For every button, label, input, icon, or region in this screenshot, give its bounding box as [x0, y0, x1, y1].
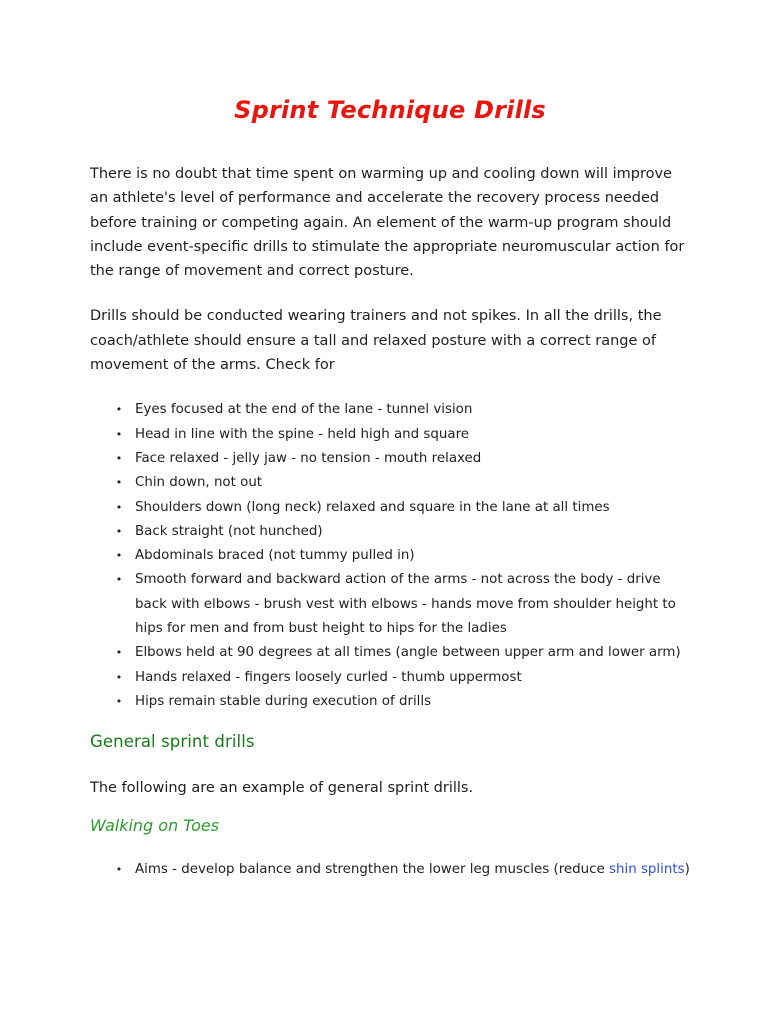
intro-paragraph: Drills should be conducted wearing trainers and not spikes. In all the drills, the coach/athlete should ensure a tall and relaxed posture with a correct range of movement of the arms. Check for	[90, 308, 662, 374]
bullet-icon: •	[115, 451, 123, 465]
bullet-icon: •	[115, 403, 123, 417]
list-item: • Chin down, not out	[90, 471, 690, 495]
list-item: • Hands relaxed - fingers loosely curled - thumb uppermost	[90, 666, 690, 690]
aims-list	[90, 858, 690, 882]
bullet-icon: •	[115, 646, 123, 660]
section-heading: General sprint drills	[90, 732, 255, 752]
posture-checklist	[90, 398, 690, 714]
document-page	[90, 92, 690, 883]
list-item: • Back straight (not hunched)	[90, 520, 690, 544]
aims-text: Aims - develop balance and strengthen the lower leg muscles (reduce	[135, 862, 610, 878]
bullet-icon: •	[115, 476, 123, 490]
shin-splints-link[interactable]: shin splints	[609, 862, 685, 878]
list-item: • Smooth forward and backward action of the arms - not across the body - drive back with elbows - brush vest with elbows - hands move from shoulder height to hips for men and from bust height to hips for the ladies	[90, 568, 690, 641]
bullet-icon: •	[115, 863, 123, 877]
bullet-icon: •	[115, 524, 123, 538]
list-item: • Face relaxed - jelly jaw - no tension - mouth relaxed	[90, 447, 690, 471]
section-intro: The following are an example of general sprint drills.	[90, 780, 474, 797]
page-title: Sprint Technique Drills	[234, 96, 546, 124]
list-item: • Abdominals braced (not tummy pulled in)	[90, 544, 690, 568]
bullet-icon: •	[115, 670, 123, 684]
bullet-icon: •	[115, 694, 123, 708]
bullet-icon: •	[115, 573, 123, 587]
list-item: • Eyes focused at the end of the lane - tunnel vision	[90, 398, 690, 422]
subsection-heading: Walking on Toes	[90, 816, 220, 836]
intro-paragraph: There is no doubt that time spent on warming up and cooling down will improve an athlete's level of performance and accelerate the recovery process needed before training or competing again. An element of the warm-up program should include event-specific drills to stimulate the appropriate neuromuscular action for the range of movement and correct posture.	[90, 166, 685, 280]
aims-text-end: )	[684, 862, 690, 878]
bullet-icon: •	[115, 500, 123, 514]
list-item	[90, 858, 690, 882]
bullet-icon: •	[115, 549, 123, 563]
list-item: • Elbows held at 90 degrees at all times (angle between upper arm and lower arm)	[90, 641, 690, 665]
bullet-icon: •	[115, 427, 123, 441]
list-item: • Head in line with the spine - held high and square	[90, 423, 690, 447]
list-item: • Hips remain stable during execution of drills	[90, 690, 690, 714]
list-item: • Shoulders down (long neck) relaxed and square in the lane at all times	[90, 496, 690, 520]
